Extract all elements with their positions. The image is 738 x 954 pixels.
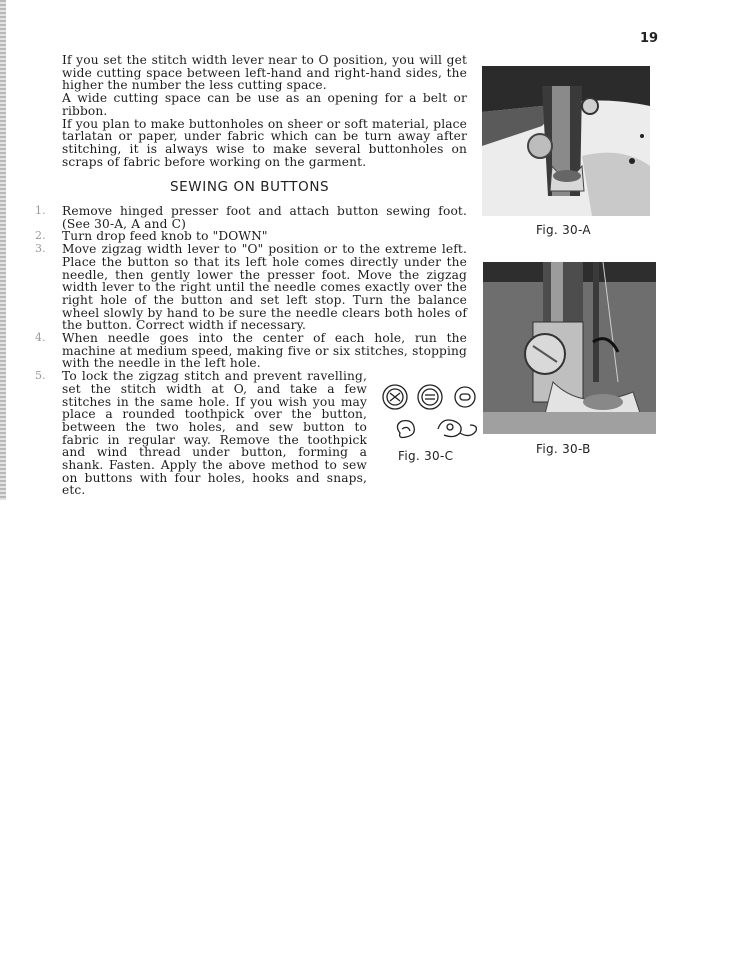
figure-30a-caption: Fig. 30-A <box>536 223 591 237</box>
figure-30c-caption: Fig. 30-C <box>398 449 454 463</box>
step-text: Move zigzag width lever to "O" position or to the extreme left. Place the button so that its left hole comes directly under the needle, then gently lower the presser foot. Move the zigzag width lever to the right until the needle comes exactly over the right hole of the button and set left stop. Turn the balance wheel slowly by hand to be sure the needle clears both holes of the button. Correct width if necessary. <box>62 242 467 333</box>
step-text: To lock the zigzag stitch and prevent ravelling, set the stitch width at O, and take a few stitches in the same hole. If you wish you may place a rounded toothpick over the button, between the two holes, and sew button to fabric in regular way. Remove the toothpick and wind thread under button, forming a shank. Fasten. Apply the above method to sew on buttons with four holes, hooks and snaps, etc. <box>62 369 367 498</box>
page-number: 19 <box>640 31 659 46</box>
figure-30a-photo <box>482 66 650 216</box>
step-marker: 5. <box>35 369 46 383</box>
step-item <box>35 204 467 231</box>
step-item <box>35 369 367 498</box>
page-binding-edge <box>0 0 6 500</box>
step-marker: 2. <box>35 229 46 243</box>
step-marker: 1. <box>35 204 46 217</box>
intro-paragraph: If you plan to make buttonholes on sheer or soft material, place tarlatan or paper, under fabric which can be turn away after stitching, it is always wise to make several buttonholes on scraps of fabric before working on the garment. <box>62 116 467 169</box>
figure-30b-photo <box>483 262 656 434</box>
step-marker: 4. <box>35 331 46 345</box>
intro-paragraph: If you set the stitch width lever near to O position, you will get wide cutting space between left-hand and right-hand sides, the higher the number the less cutting space. <box>62 53 467 93</box>
figure-30b-caption: Fig. 30-B <box>536 442 591 456</box>
intro-paragraph: A wide cutting space can be use as an opening for a belt or ribbon. <box>62 91 467 118</box>
intro-text <box>62 54 467 168</box>
step-text: When needle goes into the center of each hole, run the machine at medium speed, making five or six stitches, stopping with the needle in the left hole. <box>62 331 467 371</box>
section-heading: SEWING ON BUTTONS <box>170 179 330 195</box>
step-item <box>35 242 467 333</box>
figure-30c-drawing <box>380 381 480 447</box>
step-text: Remove hinged presser foot and attach button sewing foot. (See 30-A, A and C) <box>62 204 467 231</box>
step-item <box>35 331 467 371</box>
step-text: Turn drop feed knob to "DOWN" <box>62 229 268 244</box>
step-marker: 3. <box>35 242 46 256</box>
